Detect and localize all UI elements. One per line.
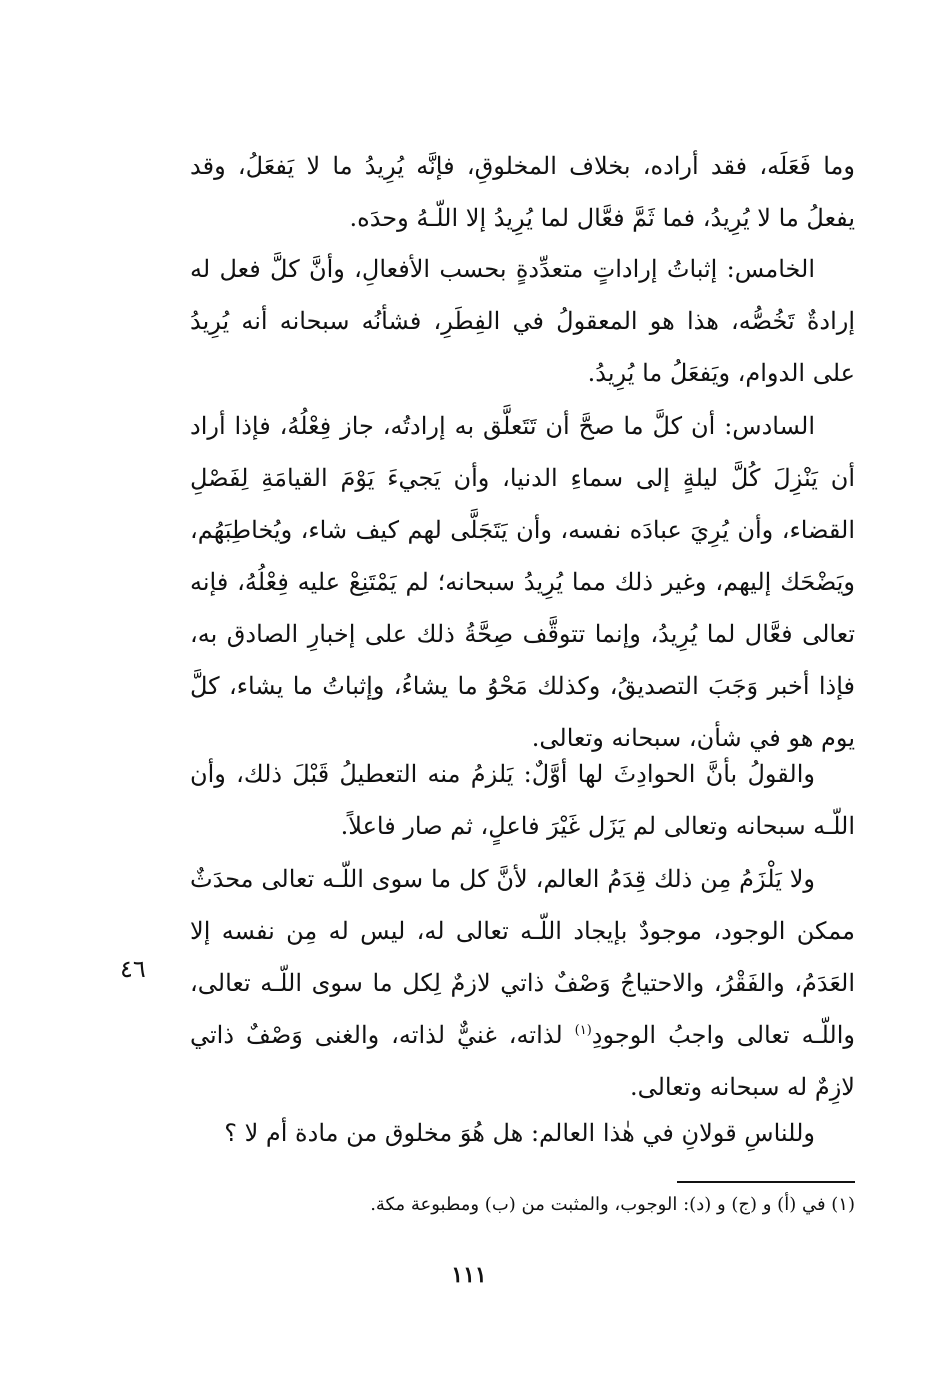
- paragraph-5-body: ولا يَلْزَمُ مِن ذلك قِدَمُ العالم، لأنَّ كل ما سوى اللّـه تعالى محدَثٌ ممكن الوجود، موجودٌ بإيجاد اللّـه تعالى له، ليس له مِن نفسه إلا العَدَمُ، والفَقْرُ، والاحتياجُ وَصْفٌ ذاتي لازمٌ لِكل ما سوى اللّـه تعالى، واللّـه تعالى واجبُ الوجودِ: [190, 865, 855, 1049]
- paragraph-3: السادس: أن كلَّ ما صحَّ أن تَتَعلَّق به إرادتُه، جاز فِعْلُهُ، فإذا أراد أن يَنْزِلَ كُلَّ ليلةٍ إلى سماءِ الدنيا، وأن يَجيءَ يَوْمَ القيامَةِ لِفَصْلِ القضاء، وأن يُرِيَ عبادَه نفسه، وأن يَتَجَلَّى لهم كيف شاء، ويُخاطِبَهُم، ويَضْحَك إليهم، وغير ذلك مما يُرِيدُ سبحانه؛ لم يَمْتَنِعْ عليه فِعْلُهُ، فإنه تعالى فعَّال لما يُرِيدُ، وإنما تتوقَّف صِحَّةُ ذلك على إخبارِ الصادق به، فإذا أخبر وَجَبَ التصديقُ، وكذلك مَحْوُ ما يشاءُ، وإثباتُ ما يشاء، كلَّ يوم هو في شأن، سبحانه وتعالى.: [190, 412, 855, 752]
- paragraph-2: الخامس: إثباتُ إراداتٍ متعدِّدةٍ بحسب الأفعالِ، وأنَّ كلَّ فعل له إرادةٌ تَخُصُّه، هذا هو المعقولُ في الفِطَرِ، فشأنُه سبحانه أنه يُرِيدُ على الدوام، ويَفعَلُ ما يُرِيدُ.: [190, 255, 855, 387]
- paragraph-1: وما فَعَلَه، فقد أراده، بخلاف المخلوقِ، فإنَّه يُرِيدُ ما لا يَفعَلُ، وقد يفعلُ ما لا يُرِيدُ، فما ثَمَّ فعَّال لما يُرِيدُ إلا اللّـهُ وحدَه.: [190, 152, 855, 232]
- paragraph-6: وللناسِ قولانِ في هٰذا العالم: هل هُوَ مخلوق من مادة أم لا ؟: [224, 1119, 815, 1147]
- footnote: (١) في (أ) و (ج) و (د): الوجوب، والمثبت من (ب) ومطبوعة مكة.: [370, 1194, 855, 1215]
- paragraph-5-tail: لذاته، غنيٌّ لذاته، والغنى وَصْفٌ ذاتي لازِمٌ له سبحانه وتعالى.: [190, 1021, 855, 1101]
- footnote-marker: (١): [574, 1023, 592, 1038]
- margin-number: ٤٦: [120, 955, 146, 983]
- footnote-divider: [677, 1181, 855, 1183]
- paragraph-4: والقولُ بأنَّ الحوادِثَ لها أوَّلٌ: يَلزمُ منه التعطيلُ قَبْلَ ذلك، وأن اللّـه سبحانه وتعالى لم يَزَل غَيْرَ فاعلٍ، ثم صار فاعلاً.: [190, 760, 855, 840]
- paragraph-5: [190, 853, 855, 1113]
- page-number: ١١١: [451, 1262, 487, 1288]
